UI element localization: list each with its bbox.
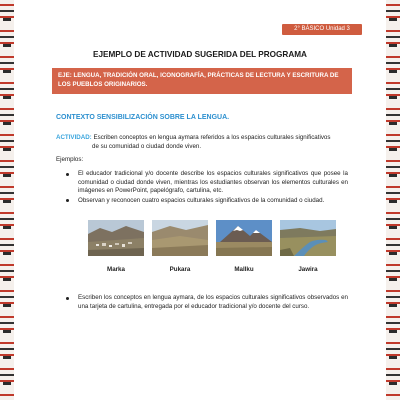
list-item: Observan y reconocen cuatro espacios culturales significativos de la comunidad o ciudad.	[66, 197, 348, 206]
snowy-mountain-image	[216, 220, 272, 256]
bullet-list-2	[66, 294, 348, 311]
bullet-list	[66, 170, 348, 206]
activity-text-line1: Escriben conceptos en lengua aymara referidos a los espacios culturales significativos	[93, 134, 331, 141]
highland-hill-image	[152, 220, 208, 256]
photo-gallery	[88, 220, 352, 256]
section-title: CONTEXTO SENSIBILIZACIÓN SOBRE LA LENGUA.	[56, 114, 230, 121]
decorative-border-right	[386, 0, 400, 400]
list-item: El educador tradicional y/o docente describe los espacios culturales significativos que posee la comunidad o ciudad donde viven, mientras los estudiantes observan los elementos culturales en imágenes en PowerPoint, papelógrafo, cartulina, etc.	[66, 170, 348, 196]
caption-marka: Marka	[107, 266, 125, 273]
activity-label: ACTIVIDAD:	[56, 134, 92, 141]
activity-text-line2: de su comunidad o ciudad donde viven.	[92, 142, 202, 150]
examples-heading: Ejemplos:	[56, 156, 84, 163]
town-landscape-image	[88, 220, 144, 256]
list-item: Escriben los conceptos en lengua aymara, de los espacios culturales significativos observados en una tarjeta de cartulina, entregada por el educador tradicional y/o docente del curso.	[66, 294, 348, 311]
photo-captions	[88, 266, 352, 276]
grade-unit-badge: 2° BÁSICO Unidad 3	[282, 24, 362, 35]
page-title: EJEMPLO DE ACTIVIDAD SUGERIDA DEL PROGRAMA	[93, 50, 307, 59]
photo-mallku	[216, 220, 272, 256]
activity-description	[56, 134, 356, 151]
caption-pukara: Pukara	[169, 266, 191, 273]
eje-banner: EJE: LENGUA, TRADICIÓN ORAL, ICONOGRAFÍA, PRÁCTICAS DE LECTURA Y ESCRITURA DE LOS PUEBLOS ORIGINARIOS.	[52, 68, 352, 94]
decorative-border-left	[0, 0, 14, 400]
caption-mallku: Mallku	[234, 266, 254, 273]
photo-pukara	[152, 220, 208, 256]
river-landscape-image	[280, 220, 336, 256]
photo-jawira	[280, 220, 336, 256]
photo-marka	[88, 220, 144, 256]
caption-jawira: Jawira	[298, 266, 318, 273]
